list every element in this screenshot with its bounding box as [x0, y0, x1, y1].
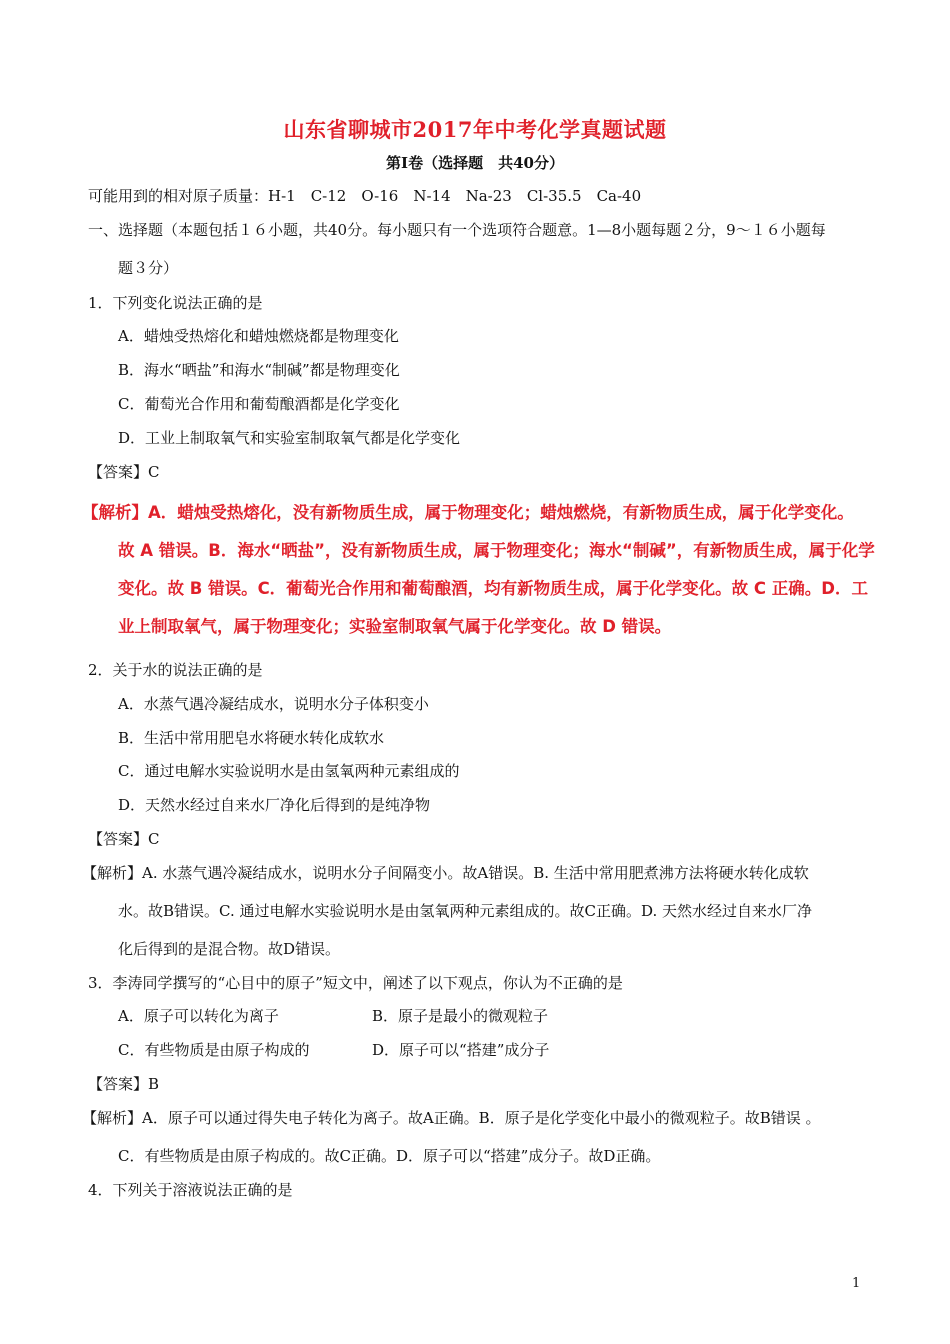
q1-option-d: D．工业上制取氧气和实验室制取氧气都是化学变化 [118, 429, 461, 447]
section-intro: 一、选择题（本题包括１６小题，共40分。每小题只有一个选项符合题意。1—8小题每题２分，9～１６小题每 [88, 221, 826, 239]
atomic-mass-line: 可能用到的相对原子质量：H-1 C-12 O-16 N-14 Na-23 Cl-35.5 Ca-40 [88, 187, 642, 205]
q2-answer: 【答案】C [88, 830, 160, 848]
q1-answer: 【答案】C [88, 463, 160, 481]
q1-option-a: A．蜡烛受热熔化和蜡烛燃烧都是物理变化 [118, 327, 399, 345]
page-title: 山东省聊城市2017年中考化学真题试题 [283, 117, 667, 142]
section-subtitle: 第Ⅰ卷（选择题 共40分） [386, 154, 564, 172]
q3-option-b: B．原子是最小的微观粒子 [372, 1007, 549, 1025]
q2-option-b: B．生活中常用肥皂水将硬水转化成软水 [118, 729, 385, 747]
q2-analysis-cont: 化后得到的是混合物。故D错误。 [118, 940, 341, 958]
q3-analysis: 【解析】A．原子可以通过得失电子转化为离子。故A正确。B．原子是化学变化中最小的微观粒子。故B错误 。 [82, 1109, 821, 1127]
q1-analysis-cont: 业上制取氧气，属于物理变化；实验室制取氧气属于化学变化。故 D 错误。 [118, 617, 672, 636]
q3-option-d: D．原子可以“搭建”成分子 [372, 1041, 550, 1059]
q2-option-a: A．水蒸气遇冷凝结成水，说明水分子体积变小 [118, 695, 429, 713]
q2-stem: 2．关于水的说法正确的是 [88, 661, 263, 679]
q3-option-c: C．有些物质是由原子构成的 [118, 1041, 310, 1059]
q3-option-a: A．原子可以转化为离子 [118, 1007, 279, 1025]
q1-stem: 1．下列变化说法正确的是 [88, 294, 263, 312]
q2-option-c: C．通过电解水实验说明水是由氢氧两种元素组成的 [118, 762, 460, 780]
q3-stem: 3．李涛同学撰写的“心目中的原子”短文中，阐述了以下观点，你认为不正确的是 [88, 974, 623, 992]
section-intro-cont: 题３分） [118, 259, 179, 277]
q1-analysis: 【解析】A．蜡烛受热熔化，没有新物质生成，属于物理变化；蜡烛燃烧，有新物质生成，属于化学变化。 [82, 503, 854, 522]
page-number: 1 [852, 1276, 861, 1291]
q3-answer: 【答案】B [88, 1075, 160, 1093]
q1-option-b: B．海水“晒盐”和海水“制碱”都是物理变化 [118, 361, 400, 379]
q3-analysis-cont: C．有些物质是由原子构成的。故C正确。D．原子可以“搭建”成分子。故D正确。 [118, 1147, 661, 1165]
q2-option-d: D．天然水经过自来水厂净化后得到的是纯净物 [118, 796, 431, 814]
q2-analysis-cont: 水。故B错误。C. 通过电解水实验说明水是由氢氧两种元素组成的。故C正确。D. 天然水经过自来水厂净 [118, 902, 813, 920]
q1-analysis-cont: 变化。故 B 错误。C．葡萄光合作用和葡萄酿酒，均有新物质生成，属于化学变化。故 C 正确。D．工 [118, 579, 868, 598]
q2-analysis: 【解析】A. 水蒸气遇冷凝结成水，说明水分子间隔变小。故A错误。B. 生活中常用肥煮沸方法将硬水转化成软 [82, 864, 809, 882]
q4-stem: 4．下列关于溶液说法正确的是 [88, 1181, 293, 1199]
q1-analysis-cont: 故 A 错误。B．海水“晒盐”，没有新物质生成，属于物理变化；海水“制碱”，有新物质生成，属于化学 [118, 541, 875, 560]
q1-option-c: C．葡萄光合作用和葡萄酿酒都是化学变化 [118, 395, 400, 413]
